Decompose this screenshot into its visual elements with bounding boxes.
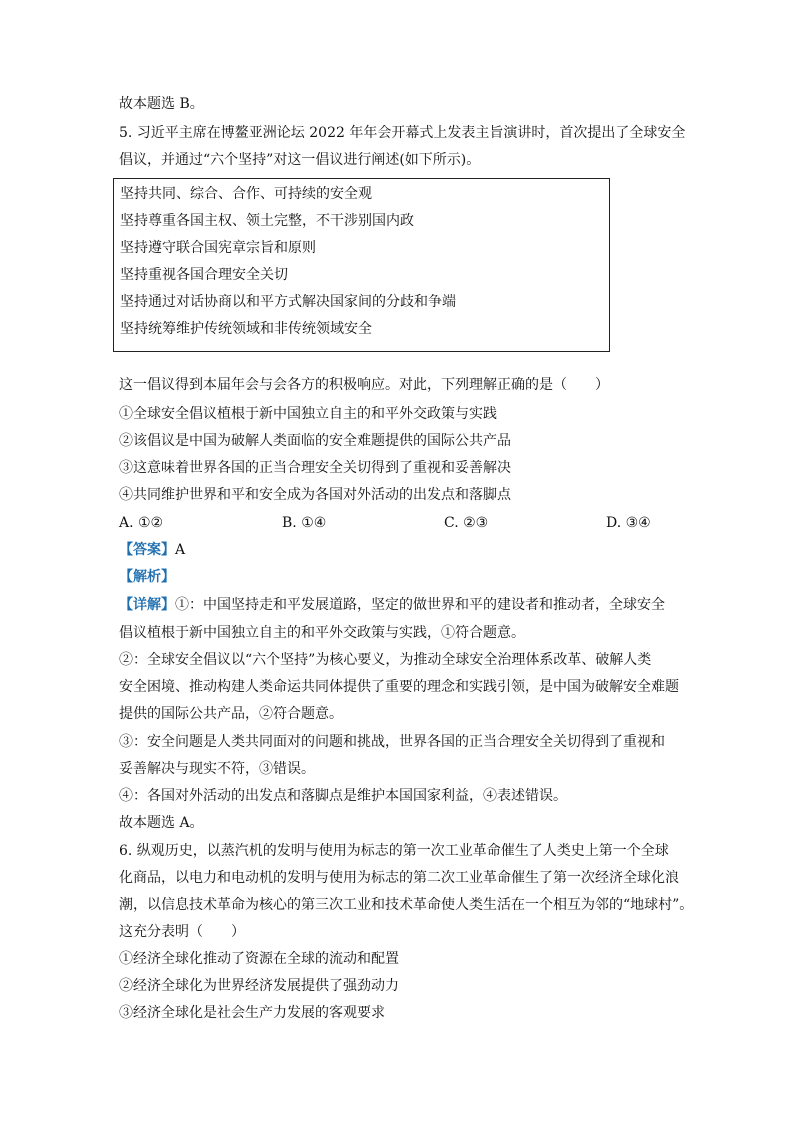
box-line: 坚持遵守联合国宪章宗旨和原则: [120, 240, 316, 256]
question-5-stem-cont: 倡议，并通过“六个坚持”对这一倡议进行阐述(如下所示)。: [119, 152, 481, 168]
analysis-line: [119, 568, 175, 586]
answer-tag: 【答案】: [119, 542, 175, 558]
text-line: ③：安全问题是人类共同面对的问题和挑战，世界各国的正当合理安全关切得到了重视和: [119, 734, 665, 750]
text-line: ②：全球安全倡议以“六个坚持”为核心要义，为推动全球安全治理体系改革、破解人类: [119, 652, 652, 668]
text-line: 安全困境、推动构建人类命运共同体提供了重要的理念和实践引领，是中国为破解安全难题: [119, 679, 679, 695]
statement-1: ①全球安全倡议植根于新中国独立自主的和平外交政策与实践: [119, 406, 497, 422]
question-6-prompt: 这充分表明（ ）: [119, 924, 245, 940]
question-5-stem: 5. 习近平主席在博鳌亚洲论坛 2022 年年会开幕式上发表主旨演讲时，首次提出了全球安全: [119, 125, 686, 141]
statement-3: ③这意味着世界各国的正当合理安全关切得到了重视和妥善解决: [119, 460, 511, 476]
question-6-stem: 6. 纵观历史，以蒸汽机的发明与使用为标志的第一次工业革命催生了人类史上第一个全球: [119, 843, 669, 859]
answer-value: A: [175, 542, 186, 558]
statement-3: ③经济全球化是社会生产力发展的客观要求: [119, 1005, 385, 1021]
box-line: 坚持通过对话协商以和平方式解决国家间的分歧和争端: [120, 294, 456, 310]
six-persistences-box: [113, 178, 610, 352]
detail-line: [119, 596, 665, 614]
detail-text: ①：中国坚持走和平发展道路，坚定的做世界和平的建设者和推动者，全球安全: [175, 597, 665, 613]
box-line: 坚持统筹维护传统领域和非传统领域安全: [120, 321, 372, 337]
statement-2: ②经济全球化为世界经济发展提供了强劲动力: [119, 978, 399, 994]
text-line: ④：各国对外活动的出发点和落脚点是维护本国国家利益，④表述错误。: [119, 788, 567, 804]
text-line: 妥善解决与现实不符，③错误。: [119, 761, 315, 777]
text-line: 故本题选 A。: [119, 815, 204, 831]
statement-1: ①经济全球化推动了资源在全球的流动和配置: [119, 951, 399, 967]
box-line: 坚持重视各国合理安全关切: [120, 267, 288, 283]
detail-tag: 【详解】: [119, 597, 175, 613]
text-line: 化商品，以电力和电动机的发明与使用为标志的第二次工业革命催生了第一次经济全球化浪: [119, 870, 679, 886]
option-b: B. ①④: [282, 515, 327, 531]
statement-2: ②该倡议是中国为破解人类面临的安全难题提供的国际公共产品: [119, 433, 511, 449]
option-a: A. ①②: [119, 515, 164, 531]
box-line: 坚持尊重各国主权、领土完整，不干涉别国内政: [120, 213, 414, 229]
text-line: 潮，以信息技术革命为核心的第三次工业和技术革命使人类生活在一个相互为邻的“地球村”。: [119, 897, 694, 913]
option-c: C. ②③: [444, 515, 489, 531]
text-line: 倡议植根于新中国独立自主的和平外交政策与实践，①符合题意。: [119, 625, 525, 641]
box-line: 坚持共同、综合、合作、可持续的安全观: [120, 186, 372, 202]
analysis-tag: 【解析】: [119, 569, 175, 585]
answer-line: [119, 541, 185, 559]
option-d: D. ③④: [606, 515, 651, 531]
text-line: 提供的国际公共产品，②符合题意。: [119, 706, 343, 722]
question-5-prompt: 这一倡议得到本届年会与会各方的积极响应。对此，下列理解正确的是（ ）: [119, 377, 609, 393]
statement-4: ④共同维护世界和平和安全成为各国对外活动的出发点和落脚点: [119, 487, 511, 503]
text-line: 故本题选 B。: [119, 96, 204, 112]
